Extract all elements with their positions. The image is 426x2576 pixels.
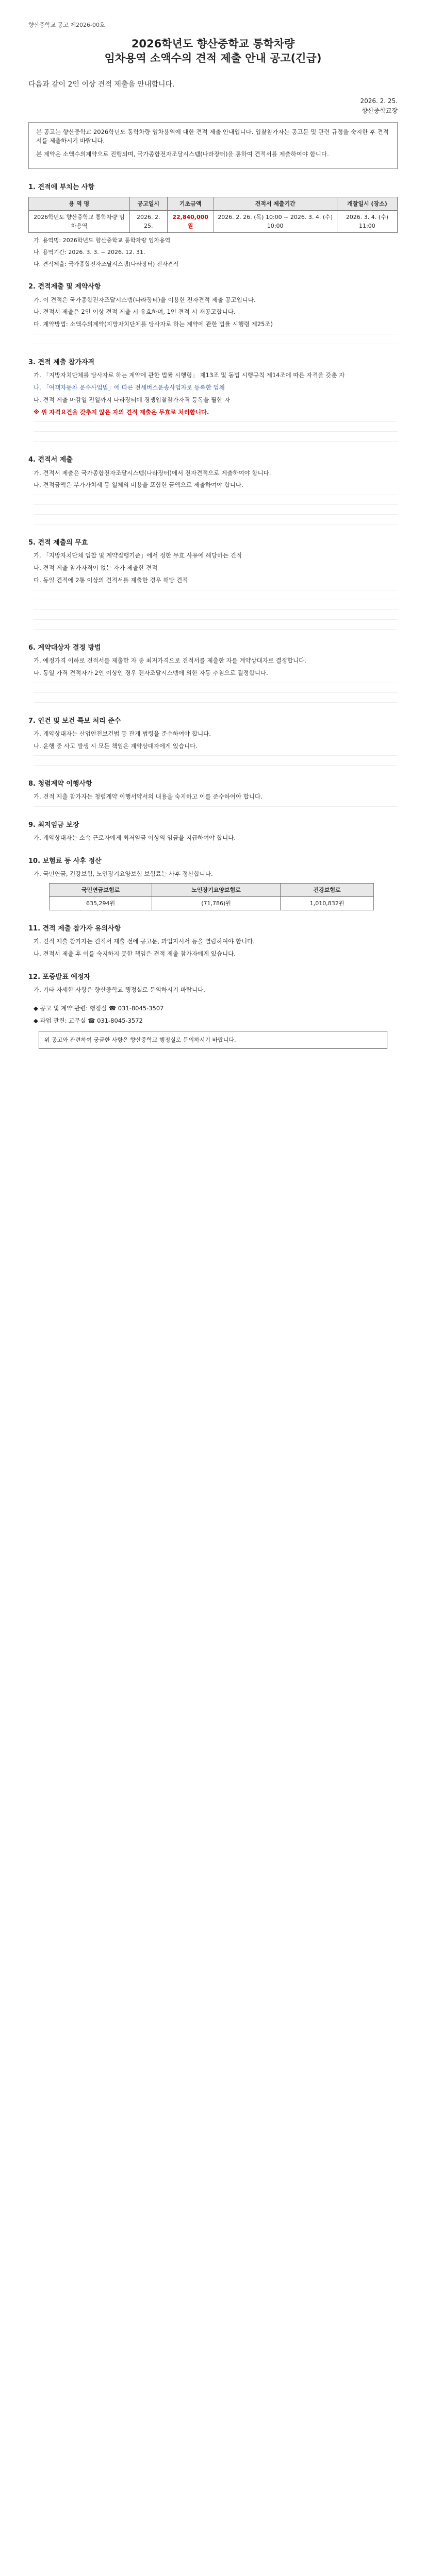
table-header-cell: 국민연금보험료 [50,884,152,897]
agency-name: 향산중학교장 [362,107,398,115]
text-line [34,605,398,610]
text-line [34,490,398,495]
table-header-cell: 개찰일시 (장소) [337,197,397,211]
table-cell: (71,786)원 [152,897,281,910]
notice-title [28,37,398,66]
section-8-heading: 8. 청렴계약 이행사항 [28,780,92,788]
table-header-cell: 노인장기요양보험료 [152,884,281,897]
section-10-item: 가. 국민연금, 건강보험, 노인장기요양보험 보험료는 사후 정산합니다. [34,870,213,878]
section-5-item: 나. 견적 제출 참가자격이 없는 자가 제출한 견적 [34,564,158,572]
document-number: 향산중학교 공고 제2026-00호 [28,22,105,28]
footer-note: 위 공고와 관련하여 궁금한 사항은 향산중학교 행정실로 문의하시기 바랍니다. [44,1036,236,1043]
section-3-heading: 3. 견적 제출 참가자격 [28,359,95,367]
section-9-item: 가. 계약상대자는 소속 근로자에게 최저임금 이상의 임금을 지급하여야 합니다. [34,834,236,842]
section-1-note: 다. 견적제출: 국가종합전자조달시스템(나라장터) 전자견적 [34,261,179,268]
section-11-heading: 11. 견적 제출 참가자 유의사항 [28,925,121,933]
table-cell: 2026학년도 향산중학교 통학차량 임차용역 [29,211,130,233]
section-3-item: 나. 「여객자동차 운수사업법」에 따른 전세버스운송사업자로 등록한 업체 [34,384,225,391]
table-cell: 2026. 2. 26. (목) 10:00 ~ 2026. 3. 4. (수) 10:00 [214,211,337,233]
section-5-item: 다. 동일 견적에 2통 이상의 견적서를 제출한 경우 해당 견적 [34,576,188,584]
section-2-item: 나. 견적서 제출은 2인 이상 견적 제출 시 유효하며, 1인 견적 시 재공고합니다. [34,308,236,316]
text-line [34,595,398,600]
table-header-row [29,197,398,211]
base-price-cell: 22,840,000원 [167,211,214,233]
text-line [34,436,398,442]
table-header-cell: 공고일시 [129,197,167,211]
text-line [34,751,398,756]
text-line [34,624,398,630]
section-8-item: 가. 견적 제출 참가자는 청렴계약 이행서약서의 내용을 숙지하고 이를 준수하여야 합니다. [34,793,263,801]
text-line [34,802,398,807]
text-line [34,417,398,422]
section-1-note: 나. 용역기간: 2026. 3. 3. ~ 2026. 12. 31. [34,249,145,256]
section-2-item: 가. 이 견적은 국가종합전자조달시스템(나라장터)을 이용한 전자견적 제출 공고입니다. [34,296,256,303]
text-line [34,698,398,703]
section-10-heading: 10. 보험료 등 사후 정산 [28,857,102,866]
table-header-cell: 견적서 제출기간 [214,197,337,211]
section-6-item: 가. 예정가격 이하로 견적서를 제출한 자 중 최저가격으로 견적서를 제출한 자를 계약상대자로 결정합니다. [34,656,306,664]
section-7-item: 나. 운행 중 사고 발생 시 모든 책임은 계약상대자에게 있습니다. [34,742,198,750]
section-6-heading: 6. 계약대상자 결정 방법 [28,643,101,652]
section-1-note: 가. 용역명: 2026학년도 향산중학교 통학차량 임차용역 [34,237,171,244]
table-cell: 2026. 2. 25. [129,211,167,233]
section-1-heading: 1. 견적에 부치는 사항 [28,183,95,192]
section-3-item: 다. 견적 제출 마감일 전일까지 나라장터에 경쟁입찰참가자격 등록을 필한 자 [34,396,230,403]
text-line [34,427,398,432]
section-5-heading: 5. 견적 제출의 무효 [28,539,88,547]
section-9-heading: 9. 최저임금 보장 [28,821,79,829]
section-12-heading: 12. 포증발표 예정자 [28,973,90,981]
table-header-cell: 건강보험료 [280,884,373,897]
table-cell: 2026. 3. 4. (수) 11:00 [337,211,397,233]
section-5-item: 가. 「지방자치단체 입찰 및 계약집행기준」에서 정한 무효 사유에 해당하는 견적 [34,552,242,560]
table-header-cell: 기초금액 [167,197,214,211]
bid-info-table [28,197,398,233]
intro-paragraph: 본 계약은 소액수의계약으로 진행되며, 국가종합전자조달시스템(나라장터)을 통하여 견적서를 제출하여야 합니다. [36,150,329,158]
section-7-heading: 7. 인건 및 보건 특보 처리 준수 [28,717,121,725]
title-line-2: 임차용역 소액수의 견적 제출 안내 공고(긴급) [104,52,322,65]
table-header-cell: 용 역 명 [29,197,130,211]
section-12-item: 가. 기타 자세한 사항은 향산중학교 행정실로 문의하시기 바랍니다. [34,986,205,994]
table-cell: 635,294원 [50,897,152,910]
contact-line: ◆ 과업 관련: 교무실 ☎ 031-8045-3572 [34,1016,143,1024]
text-line [34,585,398,590]
section-4-heading: 4. 견적서 제출 [28,456,73,464]
notice-document [28,21,398,1054]
section-7-item: 가. 계약상대자는 산업안전보건법 등 관계 법령을 준수하여야 합니다. [34,730,211,737]
footer-note-box [39,1031,387,1049]
table-row [29,211,398,233]
section-3-item: 가. 「지방자치단체를 당사자로 하는 계약에 관한 법률 시행령」 제13조 및 동법 시행규칙 제14조에 따른 자격을 갖춘 자 [34,371,345,379]
greeting: 다음과 같이 2인 이상 견적 제출을 안내합니다. [28,80,175,89]
text-line [34,678,398,683]
table-header-row [50,884,374,897]
intro-box [28,122,398,169]
text-line [34,510,398,515]
table-row [50,897,374,910]
section-3-warning: ※ 위 자격요건을 갖추지 않은 자의 견적 제출은 무효로 처리합니다. [34,408,209,416]
section-4-item: 가. 견적서 제출은 국가종합전자조달시스템(나라장터)에서 전자견적으로 제출하여야 합니다. [34,469,271,477]
text-line [34,339,398,344]
section-11-item: 가. 견적 제출 참가자는 견적서 제출 전에 공고문, 과업지시서 등을 열람하여야 합니다. [34,938,255,945]
insurance-table [49,883,374,910]
text-line [34,500,398,505]
section-6-item: 나. 동일 가격 견적자가 2인 이상인 경우 전자조달시스템에 의한 자동 추첨으로 결정합니다. [34,669,268,676]
section-4-item: 나. 견적금액은 부가가치세 등 일체의 비용을 포함한 금액으로 제출하여야 합니다. [34,481,243,489]
text-line [34,688,398,693]
title-line-1: 2026학년도 향산중학교 통학차량 [131,38,295,50]
notice-date: 2026. 2. 25. [360,97,398,105]
text-line [34,615,398,620]
intro-paragraph: 본 공고는 향산중학교 2026학년도 통학차량 임차용역에 대한 견적 제출 안내입니다. 입찰참가자는 공고문 및 관련 규정을 숙지한 후 견적서를 제출하시기 바랍니다. [36,128,389,145]
table-cell: 1,010,832원 [280,897,373,910]
text-line [34,519,398,524]
section-2-heading: 2. 견적제출 및 제약사항 [28,283,101,291]
contact-line: ◆ 공고 및 계약 관련: 행정실 ☎ 031-8045-3507 [34,1004,164,1012]
section-11-item: 나. 견적서 제출 후 이를 숙지하지 못한 책임은 견적 제출 참가자에게 있습니다. [34,950,236,958]
text-line [34,760,398,766]
section-2-item: 다. 계약방법: 소액수의계약(지방자치단체를 당사자로 하는 계약에 관한 법률 시행령 제25조) [34,320,273,328]
text-line [34,329,398,334]
